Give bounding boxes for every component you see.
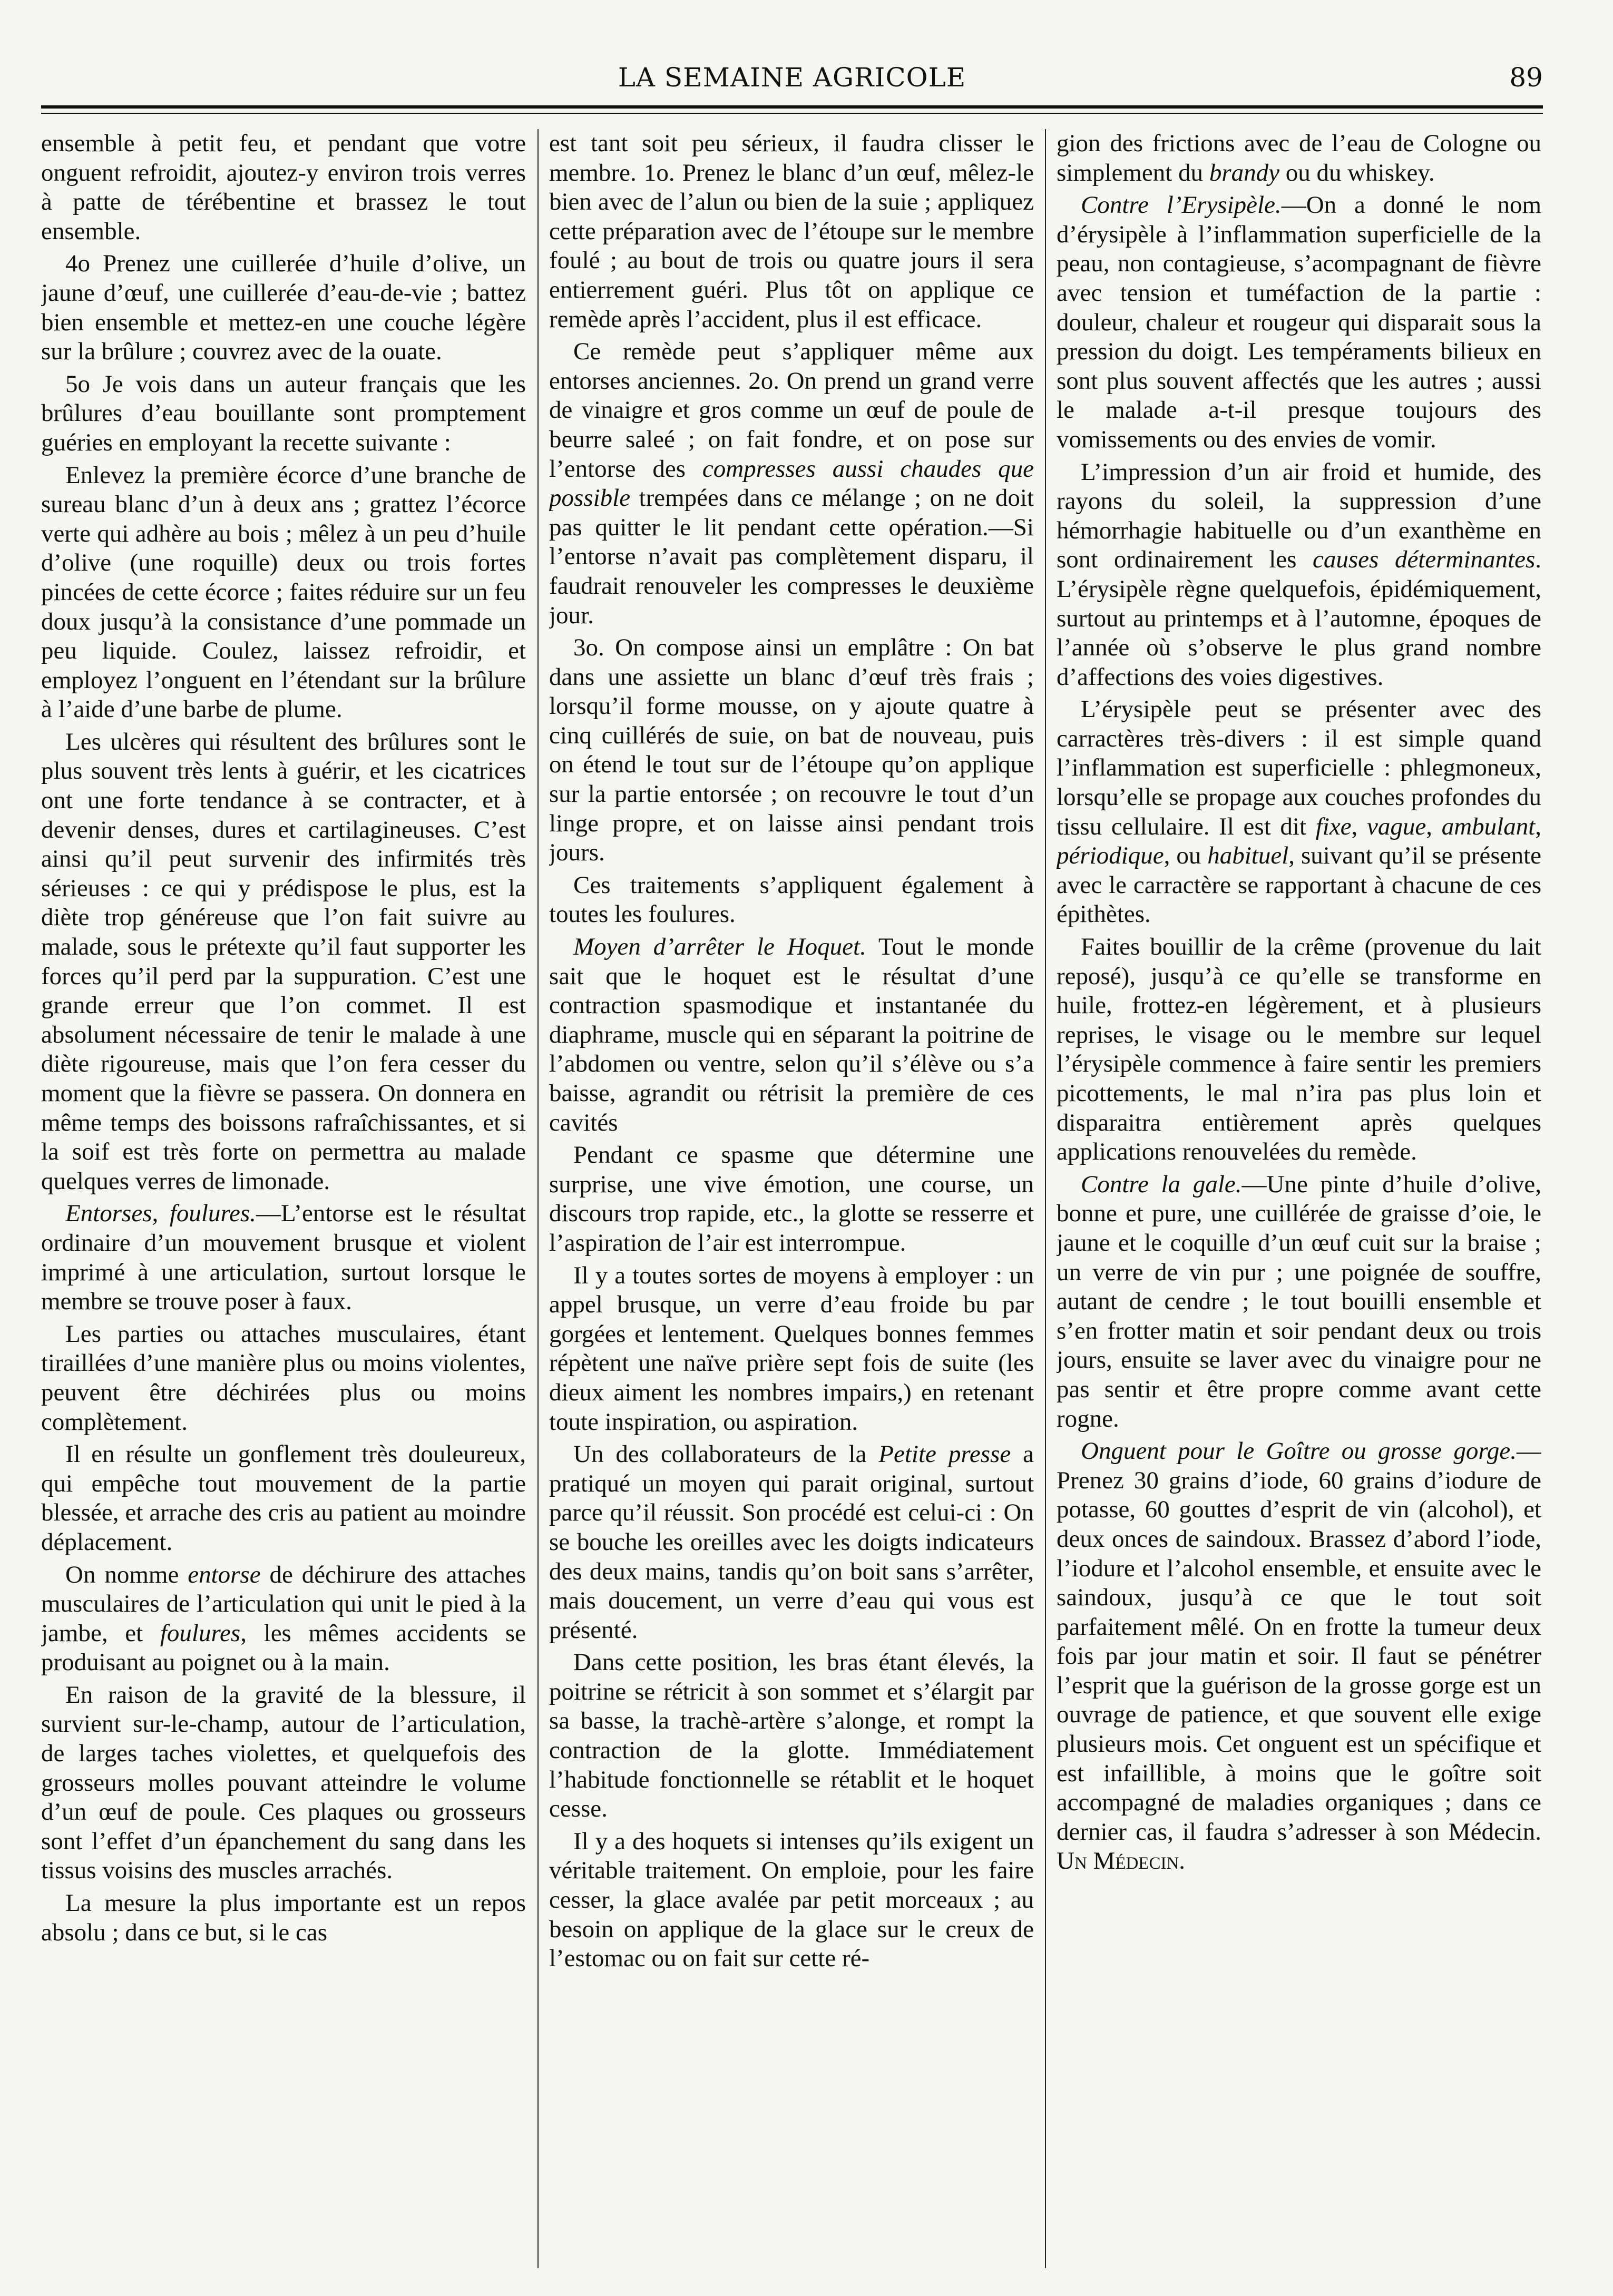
journal-title: LA SEMAINE AGRICOLE (618, 62, 966, 93)
emphasis: habituel (1207, 842, 1289, 870)
paragraph-text: a pratiqué un moyen qui parait original, surtout parce qu’il réussit. Son procédé est celui-ci : On se bouche les oreilles avec les doigts indicateurs des deux mains, tandis qu’on boit sans s’arrêter, mais doucement, un verre d’eau qui vous est présenté. (549, 1440, 1034, 1644)
paragraph-text: . L’érysipèle règne quelquefois, épidémiquement, surtout au printemps et à l’automne, époques de l’année où s’observe le plus grand nombre d’affections des voies digestives. (1057, 546, 1541, 691)
emphasis: Petite presse (878, 1440, 1011, 1468)
paragraph: En raison de la gravité de la blessure, il survient sur-le-champ, autour de l’articulation, de larges taches violettes, et quelquefois des grosseurs molles pouvant atteindre le volume d’un œuf de poule. Ces plaques ou grosseurs sont l’effet d’un épanchement du sang dans les tissus voisins des muscles arrachés. (41, 1681, 526, 1885)
paragraph: Pendant ce spasme que détermine une surprise, une vive émotion, une course, un discours trop rapide, etc., la glotte se resserre et l’aspiration de l’air est interrompue. (549, 1141, 1034, 1257)
paragraph-text: On nomme (65, 1561, 188, 1588)
paragraph-text: L’impression d’un air froid et humide, des rayons du soleil, la suppression d’une hémorrhagie habituelle ou d’un exanthème en sont ordinairement les (1057, 458, 1541, 574)
paragraph (41, 1199, 526, 1316)
emphasis: fixe (1315, 812, 1352, 840)
paragraph: 3o. On compose ainsi un emplâtre : On bat dans une assiette un blanc d’œuf très frais ; lorsqu’il forme mousse, on y ajoute quatre à cinq cuillérés de suie, on bat de nouveau, puis on étend le tout sur de l’étoupe qu’on applique sur la partie entorsée ; on recouvre le tout d’un linge propre, et on laisse ainsi pendant trois jours. (549, 634, 1034, 867)
column-3 (1057, 129, 1541, 2268)
emphasis: foulures (160, 1619, 241, 1647)
page-header (41, 62, 1543, 99)
emphasis: causes déterminantes (1313, 546, 1536, 574)
column-1 (41, 129, 526, 2268)
emphasis: périodique (1057, 842, 1164, 870)
paragraph-text: L’érysipèle peut se présenter avec des carractères très-divers : il est simple quand l’inflammation est superficielle : phlegmoneux, lorsqu’elle se propage aux couches profondes du tissu cellulaire. Il est dit (1057, 695, 1541, 840)
section-heading: Entorses, foulures. (65, 1200, 256, 1228)
paragraph-text: ou du whiskey. (1279, 159, 1435, 187)
paragraph: 5o Je vois dans un auteur français que les brûlures d’eau bouillante sont promptement guéries en employant la recette suivante : (41, 370, 526, 456)
emphasis: compresses aussi chaudes que possible (549, 455, 1034, 512)
paragraph (1057, 458, 1541, 692)
section-heading: Contre l’Erysipèle. (1081, 191, 1282, 219)
paragraph (549, 1440, 1034, 1645)
column-divider-2 (1045, 129, 1046, 2268)
paragraph: Les ulcères qui résultent des brûlures sont le plus souvent très lents à guérir, et les cicatrices ont une forte tendance à se contracter, et à devenir denses, dures et cartilagineuses. C’est ainsi qu’il peut survenir des infirmités très sérieuses : ce qui y prédispose le plus, est la diète trop généreuse que l’on fait suivre au malade, sous le prétexte qu’il faut supporter les forces qu’il perd par la suppuration. C’est une grande erreur que l’on commet. Il est absolument nécessaire de tenir le malade à une diète rigoureuse, mais que l’on fera cesser du moment que la fièvre se passera. On donnera en même temps des boissons rafraîchissantes, et si la soif est très forte on permettra au malade quelques verres de limonade. (41, 728, 526, 1195)
paragraph (41, 1561, 526, 1677)
paragraph (1057, 191, 1541, 454)
paragraph-text: —On a donné le nom d’érysipèle à l’inflammation superficielle de la peau, non contagieuse, s’acompagnant de fièvre avec tension et tuméfaction de la partie : douleur, chaleur et rougeur qui disparait sous la pression du doigt. Les tempéraments bilieux en sont plus souvent affectés que les autres ; aussi le malade a-t-il presque toujours des vomissements ou des envies de vomir. (1057, 191, 1541, 453)
paragraph-text: , les mêmes accidents se produisant au poignet ou à la main. (41, 1619, 526, 1676)
paragraph-text: trempées dans ce mélange ; on ne doit pas quitter le lit pendant cette opération.—Si l’entorse n’avait pas complètement disparu, il faudrait renouveler les compresses le deuxième jour. (549, 484, 1034, 629)
paragraph: Il en résulte un gonflement très douleureux, qui empêche tout mouvement de la partie blessée, et arrache des cris au patient au moindre déplacement. (41, 1440, 526, 1556)
paragraph: Ces traitements s’appliquent également à toutes les foulures. (549, 871, 1034, 928)
paragraph-text: —L’entorse est le résultat ordinaire d’un mouvement brusque et violent imprimé à une articulation, surtout lorsque le membre se trouve poser à faux. (41, 1200, 526, 1316)
column-divider-1 (537, 129, 539, 2268)
paragraph (1057, 1170, 1541, 1434)
paragraph: Dans cette position, les bras étant élevés, la poitrine se rétricit à son sommet et s’élargit par sa basse, la trachè-artère s’alonge, et rompt la contraction de la glotte. Immédiatement l’habitude fonctionnelle se rétablit et le hoquet cesse. (549, 1649, 1034, 1823)
emphasis: brandy (1209, 159, 1279, 187)
section-heading: Contre la gale. (1081, 1170, 1242, 1198)
paragraph-text: —Une pinte d’huile d’olive, bonne et pure, une cuillérée de graisse d’oie, le jaune et le coquille d’un œuf cuit sur la braise ; un verre de vin pur ; une poignée de souffre, autant de cendre ; le tout bouilli ensemble et s’en frotter matin et soir pendant deux ou trois jours, ensuite se laver avec du vinaigre pour ne pas sentir et être propre comme avant cette rogne. (1057, 1170, 1541, 1432)
section-heading: Onguent pour le Goître ou grosse gorge. (1081, 1437, 1517, 1465)
paragraph-text: de déchirure des attaches musculaires de l’articulation qui unit le pied à la jambe, et (41, 1561, 526, 1647)
emphasis: vague (1367, 812, 1426, 840)
header-rule-thick (41, 105, 1543, 109)
paragraph (549, 337, 1034, 630)
paragraph-text: , (1535, 812, 1541, 840)
paragraph (1057, 129, 1541, 188)
paragraph-text: , ou (1164, 842, 1208, 870)
page-number: 89 (1509, 62, 1543, 93)
paragraph: Enlevez la première écorce d’une branche de sureau blanc d’un à deux ans ; grattez l’écorce verte qui adhère au bois ; mêlez à un peu d’huile d’olive (une roquille) deux ou trois fortes pincées de cette écorce ; faites réduire sur un feu doux jusqu’à la consistance d’une pommade un peu liquide. Coulez, laissez refroidir, et employez l’onguent en l’étendant sur la brûlure à l’aide d’une barbe de plume. (41, 461, 526, 723)
emphasis: ambulant (1441, 812, 1536, 840)
paragraph: ensemble à petit feu, et pendant que votre onguent refroidit, ajoutez-y environ trois verres à patte de térébentine et brassez le tout ensemble. (41, 130, 526, 245)
paragraph-text: Tout le monde sait que le hoquet est le résultat d’une contraction spasmodique et instantanée du diaphrame, muscle qui en séparant la poitrine de l’abdomen ou ventre, selon qu’il s’élève ou s’a baisse, agrandit ou rétrisit la première de ces cavités (549, 933, 1034, 1136)
column-2 (549, 129, 1034, 2268)
paragraph: Il y a toutes sortes de moyens à employer : un appel brusque, un verre d’eau froide bu par gorgées et lentement. Quelques bonnes femmes répètent une naïve prière sept fois de suite (les dieux aiment les nombres impairs,) en retenant toute inspiration, ou aspiration. (549, 1261, 1034, 1436)
paragraph-text: , (1426, 812, 1442, 840)
paragraph-text: gion des frictions avec de l’eau de Cologne ou simplement du (1057, 130, 1541, 187)
signature: Un Médecin. (1057, 1847, 1186, 1875)
paragraph (549, 933, 1034, 1137)
section-heading: Moyen d’arrêter le Hoquet. (573, 933, 866, 961)
paragraph: Il y a des hoquets si intenses qu’ils exigent un véritable traitement. On emploie, pour les faire cesser, la glace avalée par petit morceaux ; au besoin on applique de la glace sur le creux de l’estomac ou on fait sur cette ré- (549, 1827, 1034, 1973)
paragraph: Faites bouillir de la crême (provenue du lait reposé), jusqu’à ce qu’elle se transforme en huile, frottez-en légèrement, et à plusieurs reprises, le visage ou le membre sur lequel l’érysipèle commence à faire sentir les premiers picottements, le mal n’ira pas plus loin et disparaitra entièrement après quelques applications renouvelées du remède. (1057, 933, 1541, 1166)
paragraph: La mesure la plus importante est un repos absolu ; dans ce but, si le cas (41, 1889, 526, 1946)
header-rule-thin (41, 113, 1543, 114)
paragraph (1057, 1437, 1541, 1876)
paragraph-text: , (1351, 812, 1367, 840)
emphasis: entorse (188, 1561, 261, 1588)
paragraph-text: Un des collaborateurs de la (573, 1440, 879, 1468)
paragraph: Les parties ou attaches musculaires, étant tiraillées d’une manière plus ou moins violentes, peuvent être déchirées plus ou moins complètement. (41, 1320, 526, 1436)
paragraph: est tant soit peu sérieux, il faudra clisser le membre. 1o. Prenez le blanc d’un œuf, mêlez-le bien avec de l’alun ou bien de la suie ; appliquez cette préparation avec de l’étoupe sur le membre foulé ; au bout de trois ou quatre jours il sera entierrement guéri. Plus tôt on applique ce remède après l’accident, plus il est efficace. (549, 130, 1034, 333)
paragraph-text: , suivant qu’il se présente avec le carractère se rapportant à chacune de ces épithètes. (1057, 842, 1541, 928)
paragraph-text: —Prenez 30 grains d’iode, 60 grains d’iodure de potasse, 60 gouttes d’esprit de vin (alcohol), et deux onces de saindoux. Brassez d’abord l’iode, l’iodure et l’alcohol ensemble, et ensuite avec le saindoux, jusqu’à ce que le tout soit parfaitement mêlé. On en frotte la tumeur deux fois par jour matin et soir. Il faut se pénétrer l’esprit que la guérison de la grosse gorge est un ouvrage de patience, et que souvent elle exige plusieurs mois. Cet onguent est un spécifique et est infaillible, à moins que le goître soit accompagné de maladies organiques ; dans ce dernier cas, il faudra s’adresser à son Médecin. (1057, 1437, 1541, 1846)
paragraph (1057, 695, 1541, 929)
paragraph: 4o Prenez une cuillerée d’huile d’olive, un jaune d’œuf, une cuillerée d’eau-de-vie ; battez bien ensemble et mettez-en une couche légère sur la brûlure ; couvrez avec de la ouate. (41, 250, 526, 366)
paragraph-text: Ce remède peut s’appliquer même aux entorses anciennes. 2o. On prend un grand verre de vinaigre et gros comme un œuf de poule de beurre saleé ; on fait fondre, et on pose sur l’entorse des (549, 338, 1034, 483)
